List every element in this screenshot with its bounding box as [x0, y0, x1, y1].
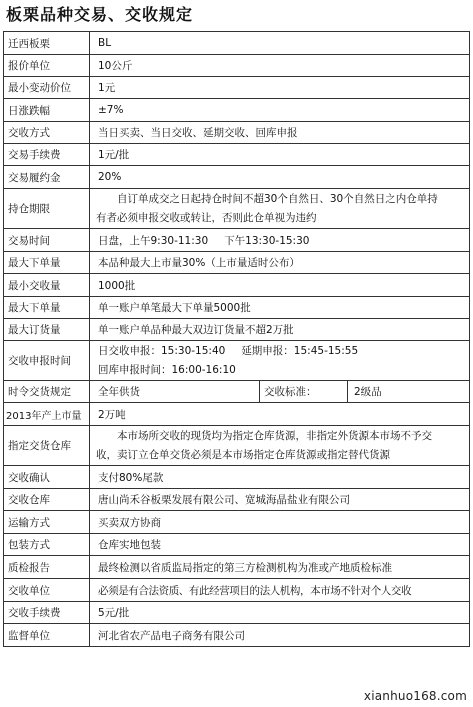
hours-day: 日盘，上午9:30-11:30 — [98, 234, 209, 247]
table-row — [4, 229, 470, 252]
table-row — [4, 579, 470, 602]
row-value: 河北省农产品电子商务有限公司 — [90, 624, 470, 647]
row-value: ±7% — [90, 99, 470, 122]
row-label: 报价单位 — [4, 55, 90, 77]
row-label: 最小交收量 — [4, 274, 90, 297]
table-row — [4, 511, 470, 534]
table-row — [4, 189, 470, 229]
row-label: 最大订货量 — [4, 319, 90, 341]
holding-line-1: 自订单成交之日起持仓时间不超30个自然日、30个自然日之内仓单持 — [117, 192, 438, 205]
spec-table — [3, 31, 470, 647]
row-label: 持仓期限 — [4, 189, 90, 229]
row-value: 1000批 — [90, 274, 470, 297]
table-row — [4, 534, 470, 556]
row-label: 交收手续费 — [4, 602, 90, 624]
row-value: 1元/批 — [90, 144, 470, 166]
table-row — [4, 99, 470, 122]
table-row — [4, 55, 470, 77]
row-value: 20% — [90, 166, 470, 189]
table-row — [4, 556, 470, 579]
table-row — [4, 274, 470, 297]
row-label: 交收仓库 — [4, 489, 90, 511]
row-label: 迁西板栗 — [4, 32, 90, 55]
apply-return: 回库申报时间：16:00-16:10 — [98, 363, 236, 376]
row-label: 包装方式 — [4, 534, 90, 556]
table-row — [4, 602, 470, 624]
table-row — [4, 122, 470, 144]
row-value: 全年供货 — [90, 381, 260, 403]
row-label: 最小变动价位 — [4, 77, 90, 99]
table-row — [4, 144, 470, 166]
apply-day: 日交收申报：15:30-15:40 — [98, 344, 226, 357]
row-value: 当日买卖、当日交收、延期交收、回库申报 — [90, 122, 470, 144]
row-label: 最大下单量 — [4, 297, 90, 319]
row-value: 单一账户单笔最大下单量5000批 — [90, 297, 470, 319]
row-label: 交收方式 — [4, 122, 90, 144]
table-row — [4, 489, 470, 511]
row-value: 单一账户单品种最大双边订货量不超2万批 — [90, 319, 470, 341]
table-row — [4, 403, 470, 426]
table-row — [4, 252, 470, 274]
table-row — [4, 466, 470, 489]
row-label: 交收申报时间 — [4, 341, 90, 381]
row-value — [90, 229, 470, 252]
hours-afternoon: 下午13:30-15:30 — [224, 234, 310, 247]
table-row — [4, 381, 470, 403]
row-label: 交易手续费 — [4, 144, 90, 166]
standard-value: 2级品 — [348, 381, 470, 403]
row-label: 交易时间 — [4, 229, 90, 252]
row-value: 唐山尚禾谷板栗发展有限公司、宽城海晶盐业有限公司 — [90, 489, 470, 511]
row-value — [90, 189, 470, 229]
row-label: 日涨跌幅 — [4, 99, 90, 122]
row-value: 支付80%尾款 — [90, 466, 470, 489]
row-value: BL — [90, 32, 470, 55]
table-row — [4, 297, 470, 319]
row-label: 交收单位 — [4, 579, 90, 602]
row-label: 2013年产上市量 — [4, 403, 90, 426]
warehouse-rule-line-1: 本市场所交收的现货均为指定仓库货源，非指定外货源本市场不予交 — [117, 429, 432, 442]
table-row — [4, 319, 470, 341]
table-row — [4, 624, 470, 647]
row-label: 指定交货仓库 — [4, 426, 90, 466]
page-title: 板栗品种交易、交收规定 — [6, 5, 194, 24]
table-row — [4, 166, 470, 189]
row-value: 仓库实地包装 — [90, 534, 470, 556]
watermark: xianhuo168.com — [363, 689, 467, 703]
holding-line-2: 有者必须申报交收或转让，否则此仓单视为违约 — [96, 211, 317, 224]
row-label: 质检报告 — [4, 556, 90, 579]
row-label: 交收确认 — [4, 466, 90, 489]
row-value: 5元/批 — [90, 602, 470, 624]
row-label: 时令交货规定 — [4, 381, 90, 403]
row-value: 最终检测以省质监局指定的第三方检测机构为准或产地质检标准 — [90, 556, 470, 579]
row-label: 监督单位 — [4, 624, 90, 647]
warehouse-rule-line-2: 收，卖订立仓单交货必须是本市场指定仓库货源或指定替代货源 — [96, 448, 390, 461]
row-value: 10公斤 — [90, 55, 470, 77]
row-value: 2万吨 — [90, 403, 470, 426]
table-row — [4, 32, 470, 55]
row-value: 1元 — [90, 77, 470, 99]
row-label: 运输方式 — [4, 511, 90, 534]
row-value: 必须是有合法资质、有此经营项目的法人机构，本市场不针对个人交收 — [90, 579, 470, 602]
standard-label: 交收标准： — [260, 381, 348, 403]
table-row — [4, 341, 470, 381]
row-label: 交易履约金 — [4, 166, 90, 189]
table-row — [4, 77, 470, 99]
table-row — [4, 426, 470, 466]
row-value: 本品种最大上市量30%（上市量适时公布） — [90, 252, 470, 274]
row-value — [90, 426, 470, 466]
apply-deferred: 延期申报：15:45-15:55 — [241, 344, 359, 357]
row-value — [90, 341, 470, 381]
row-value: 买卖双方协商 — [90, 511, 470, 534]
row-label: 最大下单量 — [4, 252, 90, 274]
